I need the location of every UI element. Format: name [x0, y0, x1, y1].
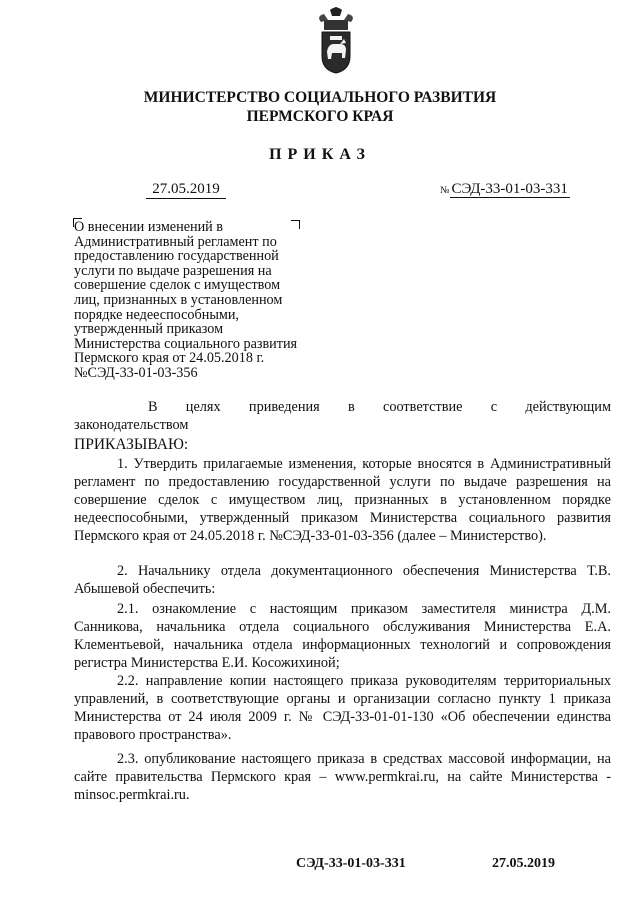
- order-date: 27.05.2019: [146, 180, 226, 199]
- paragraph-1: 1. Утвердить прилагаемые изменения, которые вносятся в Административный регламент по предоставлению государственной услуги по выдаче разрешения на совершение сделок с имуществом лиц, признанных в установленном порядке недееспособными, утвержденный приказом Министерства социального развития Пермского края от 24.05.2018 г. №СЭД-33-01-03-356 (далее – Министерство).: [74, 456, 611, 544]
- paragraph-2-1: 2.1. ознакомление с настоящим приказом заместителя министра Д.М. Санникова, начальника отдела социального обслуживания Министерства Е.А. Клементьевой, начальника отдела информационных технологий и сопровождения регистра Министерства Е.И. Косожихиной;: [74, 601, 611, 671]
- order-number: [440, 180, 570, 200]
- order-number-value: СЭД-33-01-03-331: [451, 181, 568, 197]
- paragraph-2-3: 2.3. опубликование настоящего приказа в средствах массовой информации, на сайте правительства Пермского края – www.permkrai.ru, на сайте Министерства - minsoc.permkrai.ru.: [74, 751, 611, 803]
- intro-paragraph: В целях приведения в соответствие с действующим законодательством: [74, 399, 611, 433]
- footer-order-date: 27.05.2019: [492, 856, 555, 871]
- paragraph-2-2: 2.2. направление копии настоящего приказа руководителям территориальных управлений, в соответствующие органы и организации согласно пункту 1 приказа Министерства от 24 июля 2009 г. № СЭД-33-01-01-130 «Об обеспечении единства правового пространства».: [74, 673, 611, 743]
- paragraph-2: 2. Начальнику отдела документационного обеспечения Министерства Т.В. Абышевой обеспечить:: [74, 563, 611, 597]
- order-word: ПРИКАЗЫВАЮ:: [74, 436, 189, 453]
- perm-krai-coat-of-arms-icon: [318, 6, 354, 74]
- order-number-prefix: №: [440, 185, 450, 196]
- footer-order-number: СЭД-33-01-03-331: [296, 856, 406, 871]
- ministry-name-line1: МИНИСТЕРСТВО СОЦИАЛЬНОГО РАЗВИТИЯ: [143, 89, 497, 106]
- order-subject: О внесении изменений в Административный регламент по предоставлению государственной услуги по выдаче разрешения на совершение сделок с имуществом лиц, признанных в установленном порядке недееспособными, утвержденный приказом Министерства социального развития Пермского края от 24.05.2018 г. №СЭД-33-01-03-356: [74, 219, 298, 381]
- document-type-title: ПРИКАЗ: [269, 146, 371, 163]
- ministry-name-line2: ПЕРМСКОГО КРАЯ: [246, 108, 394, 125]
- ministry-name: [0, 88, 640, 126]
